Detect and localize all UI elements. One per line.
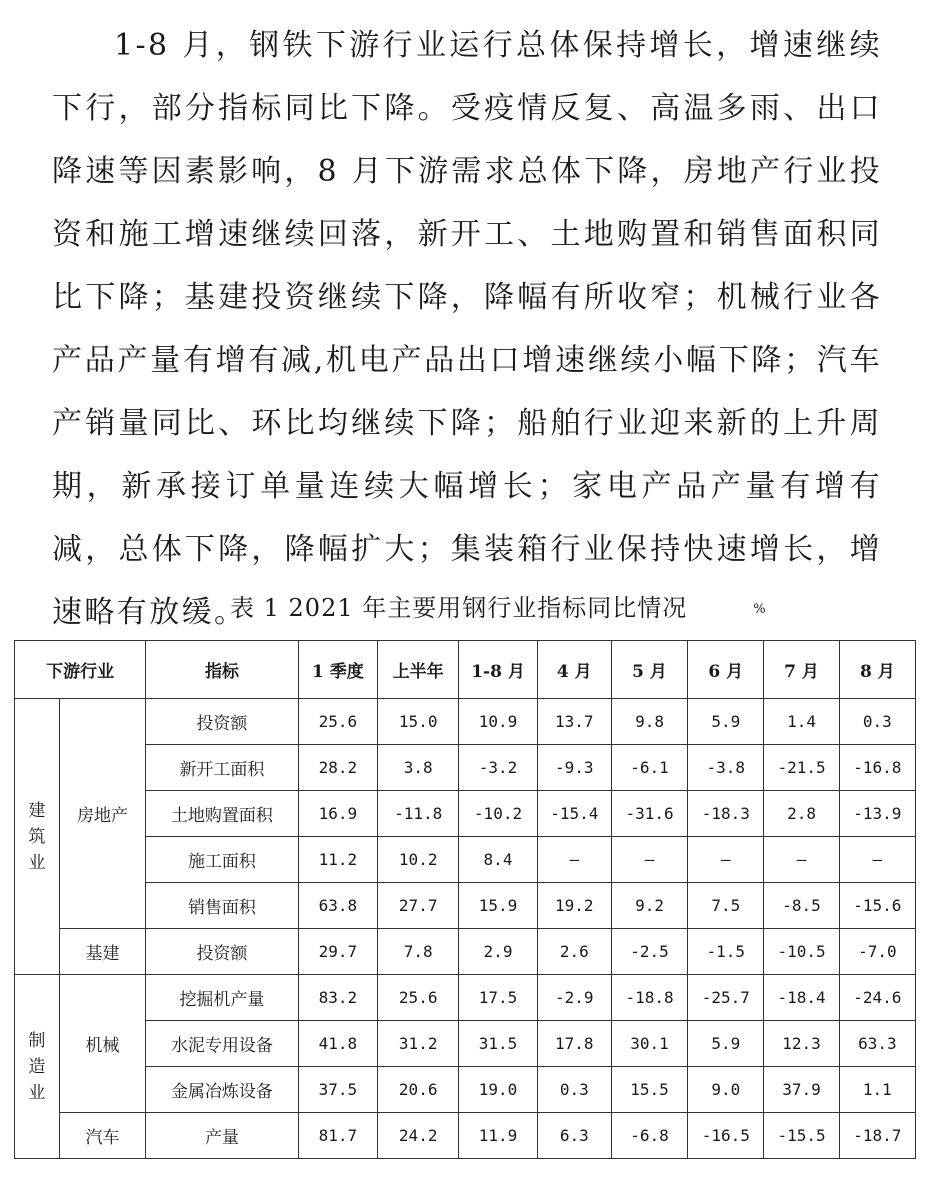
value-cell: -2.5 bbox=[611, 929, 687, 975]
value-cell: 7.5 bbox=[688, 883, 764, 929]
value-cell: 20.6 bbox=[378, 1067, 459, 1113]
value-cell: -13.9 bbox=[839, 791, 915, 837]
indicator-cell: 水泥专用设备 bbox=[146, 1021, 299, 1067]
value-cell: -18.8 bbox=[611, 975, 687, 1021]
table-row bbox=[15, 837, 916, 883]
value-cell: 1.4 bbox=[764, 699, 839, 745]
value-cell: -16.5 bbox=[688, 1113, 764, 1159]
value-cell: 5.9 bbox=[688, 699, 764, 745]
value-cell: 2.9 bbox=[459, 929, 537, 975]
value-cell: 9.2 bbox=[611, 883, 687, 929]
value-cell: 37.5 bbox=[298, 1067, 377, 1113]
value-cell: -18.7 bbox=[839, 1113, 915, 1159]
indicator-cell: 施工面积 bbox=[146, 837, 299, 883]
sector-construction bbox=[15, 699, 60, 975]
steel-industry-table bbox=[14, 640, 916, 1159]
value-cell: -25.7 bbox=[688, 975, 764, 1021]
value-cell: -9.3 bbox=[537, 745, 611, 791]
subsector-auto: 汽车 bbox=[59, 1113, 145, 1159]
value-cell: -6.1 bbox=[611, 745, 687, 791]
table-row bbox=[15, 745, 916, 791]
value-cell: 31.5 bbox=[459, 1021, 537, 1067]
subsector-infrastructure: 基建 bbox=[59, 929, 145, 975]
indicator-cell: 金属冶炼设备 bbox=[146, 1067, 299, 1113]
value-cell: 27.7 bbox=[378, 883, 459, 929]
value-cell: 25.6 bbox=[378, 975, 459, 1021]
header-h1: 上半年 bbox=[378, 641, 459, 699]
value-cell: 3.8 bbox=[378, 745, 459, 791]
header-may: 5 月 bbox=[611, 641, 687, 699]
table-caption-text: 表 1 2021 年主要用钢行业指标同比情况 bbox=[230, 594, 688, 622]
value-cell: 30.1 bbox=[611, 1021, 687, 1067]
value-cell: — bbox=[611, 837, 687, 883]
value-cell: -15.4 bbox=[537, 791, 611, 837]
table-row bbox=[15, 883, 916, 929]
value-cell: 16.9 bbox=[298, 791, 377, 837]
table-row bbox=[15, 929, 916, 975]
table-row bbox=[15, 699, 916, 745]
value-cell: 2.8 bbox=[764, 791, 839, 837]
value-cell: 15.5 bbox=[611, 1067, 687, 1113]
table-row bbox=[15, 1067, 916, 1113]
value-cell: -6.8 bbox=[611, 1113, 687, 1159]
value-cell: 6.3 bbox=[537, 1113, 611, 1159]
value-cell: — bbox=[764, 837, 839, 883]
value-cell: -21.5 bbox=[764, 745, 839, 791]
header-jun: 6 月 bbox=[688, 641, 764, 699]
value-cell: -3.2 bbox=[459, 745, 537, 791]
value-cell: 83.2 bbox=[298, 975, 377, 1021]
sector-construction-char: 筑 bbox=[28, 826, 46, 847]
value-cell: 8.4 bbox=[459, 837, 537, 883]
value-cell: 11.2 bbox=[298, 837, 377, 883]
indicator-cell: 产量 bbox=[146, 1113, 299, 1159]
value-cell: 19.2 bbox=[537, 883, 611, 929]
subsector-real-estate: 房地产 bbox=[59, 699, 145, 929]
indicator-cell: 挖掘机产量 bbox=[146, 975, 299, 1021]
value-cell: 25.6 bbox=[298, 699, 377, 745]
header-apr: 4 月 bbox=[537, 641, 611, 699]
value-cell: 17.8 bbox=[537, 1021, 611, 1067]
value-cell: 24.2 bbox=[378, 1113, 459, 1159]
header-jan-aug: 1-8 月 bbox=[459, 641, 537, 699]
indicator-cell: 投资额 bbox=[146, 929, 299, 975]
value-cell: 31.2 bbox=[378, 1021, 459, 1067]
value-cell: 41.8 bbox=[298, 1021, 377, 1067]
value-cell: 0.3 bbox=[839, 699, 915, 745]
value-cell: 37.9 bbox=[764, 1067, 839, 1113]
value-cell: 17.5 bbox=[459, 975, 537, 1021]
value-cell: 15.9 bbox=[459, 883, 537, 929]
value-cell: 5.9 bbox=[688, 1021, 764, 1067]
header-indicator: 指标 bbox=[146, 641, 299, 699]
value-cell: -11.8 bbox=[378, 791, 459, 837]
value-cell: 1.1 bbox=[839, 1067, 915, 1113]
value-cell: 0.3 bbox=[537, 1067, 611, 1113]
sector-manufacturing bbox=[15, 975, 60, 1159]
value-cell: 12.3 bbox=[764, 1021, 839, 1067]
value-cell: 7.8 bbox=[378, 929, 459, 975]
value-cell: — bbox=[839, 837, 915, 883]
value-cell: -15.5 bbox=[764, 1113, 839, 1159]
header-q1: 1 季度 bbox=[298, 641, 377, 699]
indicator-cell: 新开工面积 bbox=[146, 745, 299, 791]
value-cell: 63.8 bbox=[298, 883, 377, 929]
body-paragraph: 1-8 月，钢铁下游行业运行总体保持增长，增速继续下行，部分指标同比下降。受疫情反复、高温多雨、出口降速等因素影响，8 月下游需求总体下降，房地产行业投资和施工增速继续回落，新开工、土地购置和销售面积同比下降；基建投资继续下降，降幅有所收窄；机械行业各产品产量有增有减,机电产品出口增速继续小幅下降；汽车产销量同比、环比均继续下降；船舶行业迎来新的上升周期，新承接订单量连续大幅增长；家电产品产量有增有减，总体下降，降幅扩大；集装箱行业保持快速增长，增速略有放缓。 bbox=[52, 28, 882, 630]
table-row bbox=[15, 1021, 916, 1067]
value-cell: 9.8 bbox=[611, 699, 687, 745]
value-cell: -10.2 bbox=[459, 791, 537, 837]
indicator-cell: 销售面积 bbox=[146, 883, 299, 929]
value-cell: -3.8 bbox=[688, 745, 764, 791]
value-cell: -16.8 bbox=[839, 745, 915, 791]
table-caption bbox=[230, 590, 767, 628]
table-row bbox=[15, 1113, 916, 1159]
value-cell: 9.0 bbox=[688, 1067, 764, 1113]
table-header-row bbox=[15, 641, 916, 699]
value-cell: — bbox=[537, 837, 611, 883]
header-jul: 7 月 bbox=[764, 641, 839, 699]
value-cell: 28.2 bbox=[298, 745, 377, 791]
sector-manufacturing-char: 制 bbox=[28, 1030, 46, 1051]
indicator-cell: 投资额 bbox=[146, 699, 299, 745]
indicator-cell: 土地购置面积 bbox=[146, 791, 299, 837]
value-cell: 81.7 bbox=[298, 1113, 377, 1159]
value-cell: -7.0 bbox=[839, 929, 915, 975]
value-cell: 15.0 bbox=[378, 699, 459, 745]
table-unit: % bbox=[753, 601, 767, 617]
sector-manufacturing-char: 业 bbox=[28, 1082, 46, 1103]
value-cell: -10.5 bbox=[764, 929, 839, 975]
value-cell: 13.7 bbox=[537, 699, 611, 745]
header-aug: 8 月 bbox=[839, 641, 915, 699]
value-cell: -24.6 bbox=[839, 975, 915, 1021]
header-industry: 下游行业 bbox=[15, 641, 146, 699]
sector-construction-char: 建 bbox=[28, 800, 46, 821]
value-cell: 2.6 bbox=[537, 929, 611, 975]
value-cell: 10.2 bbox=[378, 837, 459, 883]
table-row bbox=[15, 975, 916, 1021]
value-cell: -1.5 bbox=[688, 929, 764, 975]
subsector-machinery: 机械 bbox=[59, 975, 145, 1113]
sector-construction-char: 业 bbox=[28, 852, 46, 873]
value-cell: -15.6 bbox=[839, 883, 915, 929]
value-cell: 11.9 bbox=[459, 1113, 537, 1159]
table-row bbox=[15, 791, 916, 837]
value-cell: -8.5 bbox=[764, 883, 839, 929]
value-cell: -18.4 bbox=[764, 975, 839, 1021]
value-cell: — bbox=[688, 837, 764, 883]
value-cell: -2.9 bbox=[537, 975, 611, 1021]
value-cell: -18.3 bbox=[688, 791, 764, 837]
value-cell: 29.7 bbox=[298, 929, 377, 975]
value-cell: 63.3 bbox=[839, 1021, 915, 1067]
value-cell: 10.9 bbox=[459, 699, 537, 745]
value-cell: 19.0 bbox=[459, 1067, 537, 1113]
value-cell: -31.6 bbox=[611, 791, 687, 837]
sector-manufacturing-char: 造 bbox=[28, 1056, 46, 1077]
